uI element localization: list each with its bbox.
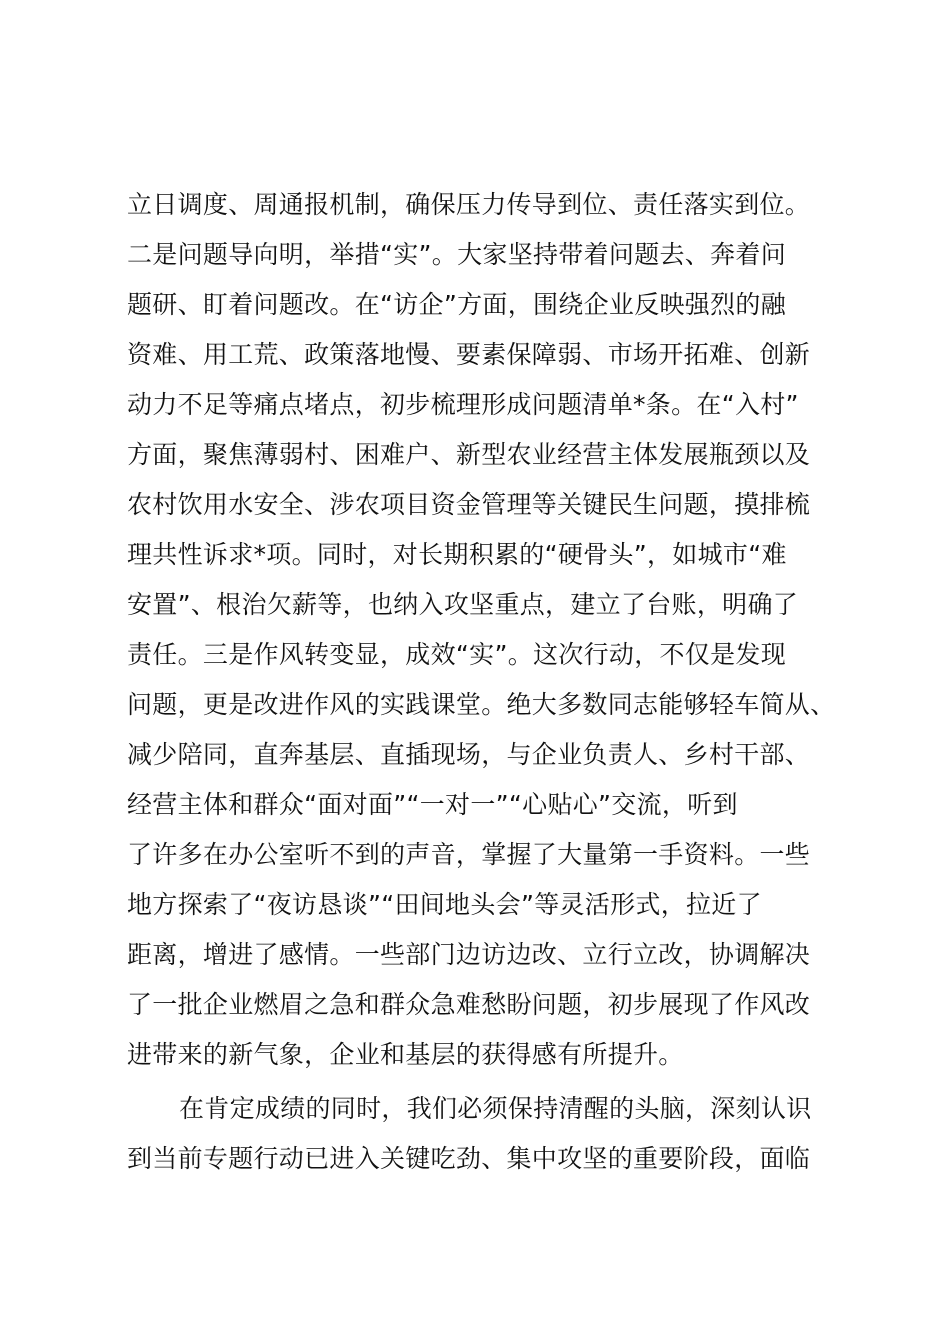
text-line: 理共性诉求*项。同时，对长期积累的“硬骨头”，如城市“难 [127,540,787,569]
text-line: 农村饮用水安全、涉农项目资金管理等关键民生问题，摸排梳 [127,490,811,519]
text-line: 经营主体和群众“面对面”“一对一”“心贴心”交流，听到 [127,790,738,819]
text-line: 方面，聚焦薄弱村、困难户、新型农业经营主体发展瓶颈以及 [127,440,811,469]
text-line: 资难、用工荒、政策落地慢、要素保障弱、市场开拓难、创新 [127,340,811,369]
text-line: 安置”、根治欠薪等，也纳入攻坚重点，建立了台账，明确了 [127,590,799,619]
text-line: 了许多在办公室听不到的声音，掌握了大量第一手资料。一些 [127,840,811,869]
text-line: 进带来的新气象，企业和基层的获得感有所提升。 [127,1040,684,1069]
text-line: 距离，增进了感情。一些部门边访边改、立行立改，协调解决 [127,940,811,969]
text-line: 立日调度、周通报机制，确保压力传导到位、责任落实到位。 [127,190,811,219]
text-line: 在肯定成绩的同时，我们必须保持清醒的头脑，深刻认识 [179,1094,812,1123]
paragraph-1 [127,180,867,1080]
text-line: 到当前专题行动已进入关键吃劲、集中攻坚的重要阶段，面临 [127,1144,811,1173]
text-line: 动力不足等痛点堵点，初步梳理形成问题清单*条。在“入村” [127,390,799,419]
text-line: 二是问题导向明，举措“实”。大家坚持带着问题去、奔着问 [127,240,787,269]
text-line: 地方探索了“夜访恳谈”“田间地头会”等灵活形式，拉近了 [127,890,762,919]
text-line: 了一批企业燃眉之急和群众急难愁盼问题，初步展现了作风改 [127,990,811,1019]
text-line: 问题，更是改进作风的实践课堂。绝大多数同志能够轻车简从、 [127,690,836,719]
text-line: 题研、盯着问题改。在“访企”方面，围绕企业反映强烈的融 [127,290,787,319]
text-line: 责任。三是作风转变显，成效“实”。这次行动，不仅是发现 [127,640,787,669]
body-text [127,180,867,1184]
text-line: 减少陪同，直奔基层、直插现场，与企业负责人、乡村干部、 [127,740,811,769]
paragraph-2 [127,1084,867,1184]
